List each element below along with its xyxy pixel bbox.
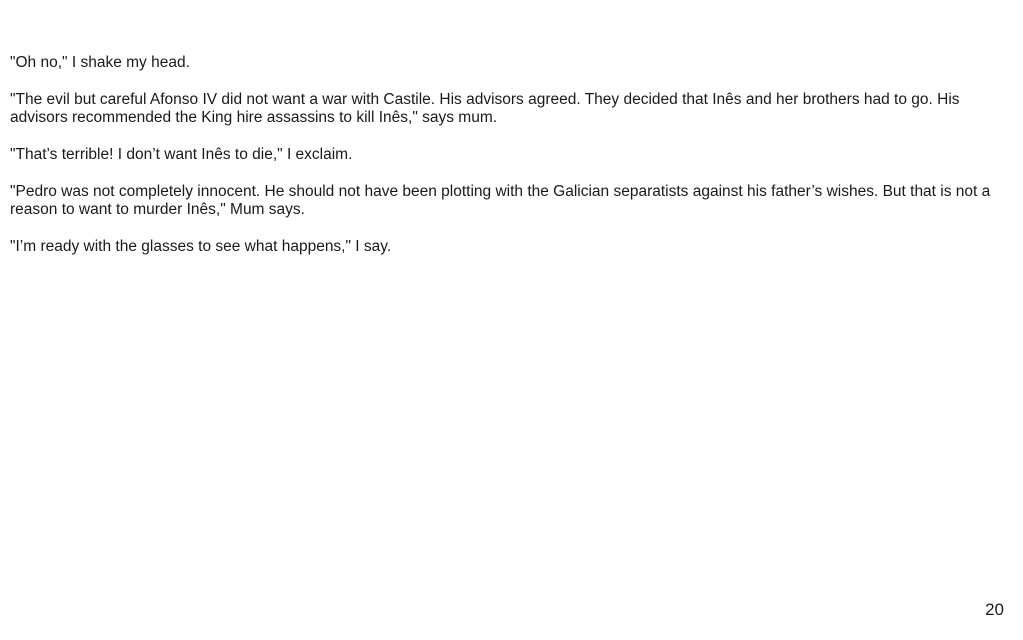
paragraph-5: "I’m ready with the glasses to see what happens," I say. <box>10 238 392 255</box>
story-text <box>10 54 1010 275</box>
paragraph-1: "Oh no," I shake my head. <box>10 54 190 71</box>
page-number: 20 <box>985 600 1004 619</box>
paragraph-4: "Pedro was not completely innocent. He should not have been plotting with the Galician separatists against his father’s wishes. But that is not a reason to want to murder Inês," Mum says. <box>10 183 991 218</box>
paragraph-2: "The evil but careful Afonso IV did not want a war with Castile. His advisors agreed. They decided that Inês and her brothers had to go. His advisors recommended the King hire assassins to kill Inês," says mum. <box>10 91 960 126</box>
paragraph-3: "That’s terrible! I don’t want Inês to die," I exclaim. <box>10 146 353 163</box>
